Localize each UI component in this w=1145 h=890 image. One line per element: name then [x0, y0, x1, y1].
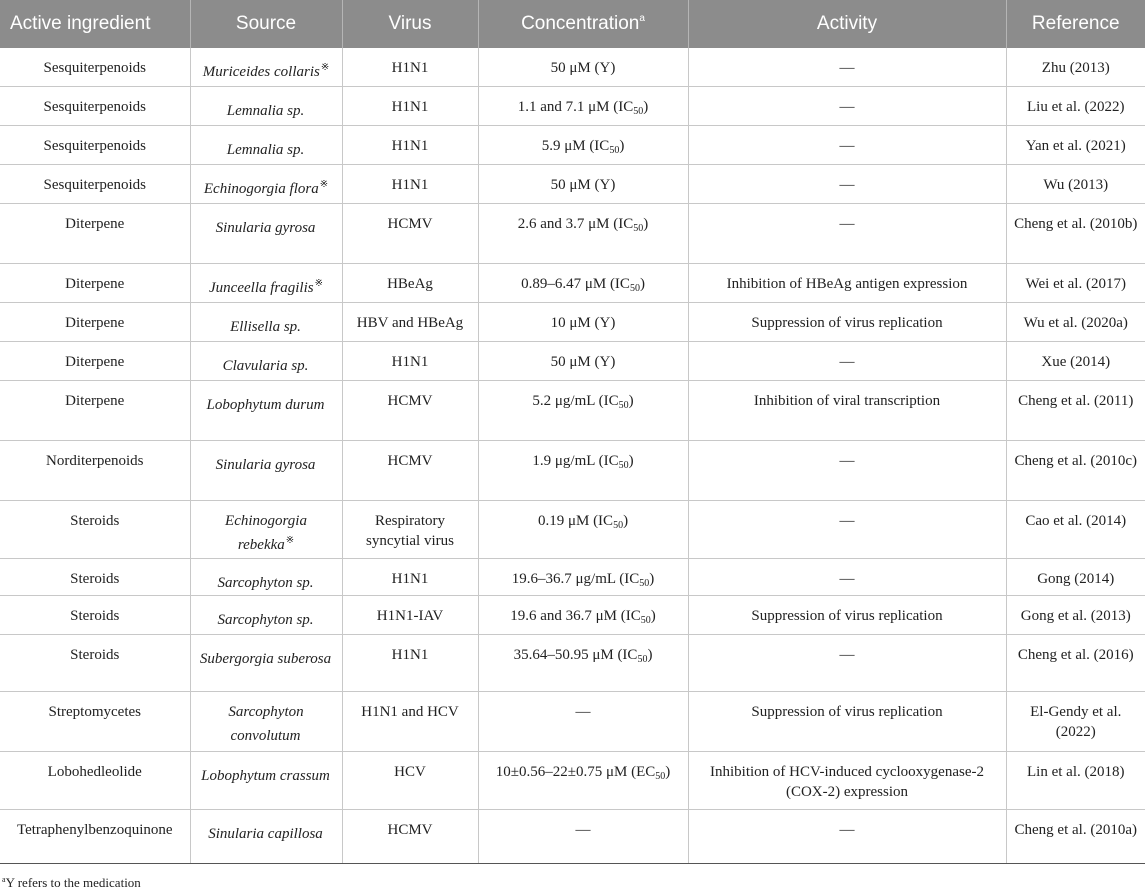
source-name: Clavularia sp. — [222, 358, 309, 374]
concentration-subscript: 50 — [629, 283, 640, 294]
cell-concentration — [478, 810, 688, 864]
cell-virus: H1N1 — [342, 165, 478, 204]
cell-source — [190, 596, 342, 635]
cell-activity: Suppression of virus replication — [688, 303, 1006, 342]
cell-virus: H1N1 and HCV — [342, 692, 478, 752]
source-name: Lemnalia sp. — [226, 103, 305, 119]
source-name: Sarcophyton sp. — [217, 575, 314, 591]
cell-activity: Suppression of virus replication — [688, 692, 1006, 752]
concentration-subscript: 50 — [639, 578, 650, 589]
source-marker: ※ — [285, 535, 295, 546]
table-row — [0, 381, 1145, 441]
cell-activity: — — [688, 87, 1006, 126]
concentration-subscript: 50 — [633, 106, 644, 117]
source-name: Sinularia capillosa — [208, 826, 323, 842]
concentration-subscript: 50 — [655, 771, 666, 782]
concentration-value: 1.9 μg/mL (IC — [532, 453, 619, 469]
cell-reference: Liu et al. (2022) — [1006, 87, 1145, 126]
table-row — [0, 48, 1145, 87]
table-row — [0, 264, 1145, 303]
cell-concentration — [478, 752, 688, 810]
header-active-ingredient: Active ingredient — [0, 0, 190, 48]
table-row — [0, 126, 1145, 165]
cell-reference: Gong et al. (2013) — [1006, 596, 1145, 635]
cell-virus: H1N1 — [342, 559, 478, 596]
concentration-value: 19.6 and 36.7 μM (IC — [510, 608, 641, 624]
source-name: Sinularia gyrosa — [215, 457, 316, 473]
cell-ingredient: Diterpene — [0, 264, 190, 303]
concentration-subscript: 50 — [633, 223, 644, 234]
cell-reference: Cheng et al. (2011) — [1006, 381, 1145, 441]
table-row — [0, 342, 1145, 381]
header-source: Source — [190, 0, 342, 48]
concentration-tail: ) — [628, 453, 634, 469]
concentration-value: 0.89–6.47 μM (IC — [521, 276, 630, 292]
cell-reference: Cheng et al. (2010a) — [1006, 810, 1145, 864]
cell-source — [190, 342, 342, 381]
cell-virus: H1N1 — [342, 87, 478, 126]
header-concentration-label: Concentration — [521, 13, 640, 34]
concentration-value: 50 μM (Y) — [550, 60, 616, 76]
cell-ingredient: Diterpene — [0, 303, 190, 342]
cell-activity: — — [688, 441, 1006, 501]
cell-concentration — [478, 635, 688, 692]
cell-reference: Wei et al. (2017) — [1006, 264, 1145, 303]
concentration-tail: ) — [649, 571, 655, 587]
cell-source — [190, 48, 342, 87]
header-reference: Reference — [1006, 0, 1145, 48]
footnote-marker: a — [2, 875, 6, 884]
cell-ingredient: Sesquiterpenoids — [0, 48, 190, 87]
header-virus: Virus — [342, 0, 478, 48]
cell-source — [190, 692, 342, 752]
cell-ingredient: Steroids — [0, 596, 190, 635]
table-row — [0, 810, 1145, 864]
cell-source — [190, 810, 342, 864]
cell-concentration — [478, 381, 688, 441]
source-name: Sarcophyton convolutum — [228, 704, 304, 744]
cell-ingredient: Steroids — [0, 635, 190, 692]
cell-activity: — — [688, 635, 1006, 692]
cell-activity: — — [688, 165, 1006, 204]
concentration-value: 35.64–50.95 μM (IC — [513, 647, 638, 663]
cell-source — [190, 126, 342, 165]
cell-activity: — — [688, 501, 1006, 559]
cell-concentration — [478, 596, 688, 635]
cell-concentration — [478, 126, 688, 165]
cell-virus: HCMV — [342, 204, 478, 264]
concentration-tail: ) — [628, 393, 634, 409]
concentration-value: 5.2 μg/mL (IC — [532, 393, 619, 409]
table-row — [0, 501, 1145, 559]
header-concentration-footnote-marker: a — [639, 13, 645, 24]
source-name: Sinularia gyrosa — [215, 220, 316, 236]
concentration-subscript: 50 — [637, 654, 648, 665]
cell-reference: Cheng et al. (2010c) — [1006, 441, 1145, 501]
source-name: Lobophytum crassum — [201, 768, 330, 784]
cell-reference: Cheng et al. (2010b) — [1006, 204, 1145, 264]
footnote-text: Y refers to the medication — [5, 875, 141, 890]
source-name: Subergorgia suberosa — [199, 651, 332, 667]
table-footnote — [2, 872, 141, 890]
concentration-value: 10±0.56–22±0.75 μM (EC — [495, 764, 656, 780]
cell-ingredient: Diterpene — [0, 381, 190, 441]
cell-activity: — — [688, 559, 1006, 596]
header-concentration — [478, 0, 688, 48]
concentration-value: 5.9 μM (IC — [541, 138, 610, 154]
concentration-value: — — [575, 822, 591, 838]
header-activity: Activity — [688, 0, 1006, 48]
cell-ingredient: Steroids — [0, 559, 190, 596]
cell-virus: H1N1 — [342, 48, 478, 87]
table-row — [0, 596, 1145, 635]
cell-virus: HCV — [342, 752, 478, 810]
concentration-value: 10 μM (Y) — [550, 315, 616, 331]
cell-source — [190, 501, 342, 559]
source-name: Muriceides collaris — [202, 64, 320, 80]
cell-concentration — [478, 204, 688, 264]
table-row — [0, 559, 1145, 596]
cell-reference: Wu (2013) — [1006, 165, 1145, 204]
cell-ingredient: Diterpene — [0, 342, 190, 381]
cell-activity: Inhibition of HBeAg antigen expression — [688, 264, 1006, 303]
cell-virus: HCMV — [342, 810, 478, 864]
source-name: Lemnalia sp. — [226, 142, 305, 158]
cell-reference: Lin et al. (2018) — [1006, 752, 1145, 810]
cell-ingredient: Streptomycetes — [0, 692, 190, 752]
table-row — [0, 204, 1145, 264]
source-name: Ellisella sp. — [230, 319, 301, 335]
cell-source — [190, 204, 342, 264]
cell-concentration — [478, 48, 688, 87]
cell-virus: H1N1 — [342, 342, 478, 381]
table-row — [0, 165, 1145, 204]
table-row — [0, 752, 1145, 810]
concentration-subscript: 50 — [609, 145, 620, 156]
cell-virus: HCMV — [342, 441, 478, 501]
table-row — [0, 635, 1145, 692]
source-name: Sarcophyton sp. — [217, 612, 314, 628]
cell-ingredient: Sesquiterpenoids — [0, 126, 190, 165]
concentration-tail: ) — [647, 647, 653, 663]
concentration-value: 50 μM (Y) — [550, 354, 616, 370]
concentration-tail: ) — [623, 513, 629, 529]
cell-concentration — [478, 165, 688, 204]
cell-concentration — [478, 342, 688, 381]
cell-ingredient: Lobohedleolide — [0, 752, 190, 810]
concentration-subscript: 50 — [618, 460, 629, 471]
cell-virus: H1N1 — [342, 126, 478, 165]
cell-activity: Suppression of virus replication — [688, 596, 1006, 635]
concentration-subscript: 50 — [613, 520, 624, 531]
concentration-tail: ) — [639, 276, 645, 292]
cell-virus: HCMV — [342, 381, 478, 441]
table-row — [0, 692, 1145, 752]
cell-ingredient: Norditerpenoids — [0, 441, 190, 501]
cell-activity: — — [688, 126, 1006, 165]
cell-activity: Inhibition of HCV-induced cyclooxygenase-2 (COX-2) expression — [688, 752, 1006, 810]
source-name: Echinogorgia flora — [203, 181, 319, 197]
source-name: Junceella fragilis — [209, 280, 314, 296]
cell-source — [190, 559, 342, 596]
cell-source — [190, 635, 342, 692]
source-marker: ※ — [320, 62, 330, 73]
source-marker: ※ — [319, 179, 329, 190]
cell-ingredient: Sesquiterpenoids — [0, 165, 190, 204]
source-name: Echinogorgia rebekka — [225, 513, 307, 553]
cell-source — [190, 381, 342, 441]
cell-concentration — [478, 441, 688, 501]
cell-virus: H1N1 — [342, 635, 478, 692]
cell-concentration — [478, 501, 688, 559]
cell-concentration — [478, 692, 688, 752]
cell-concentration — [478, 264, 688, 303]
concentration-tail: ) — [643, 99, 649, 115]
concentration-value: 1.1 and 7.1 μM (IC — [517, 99, 634, 115]
concentration-subscript: 50 — [640, 615, 651, 626]
cell-ingredient: Tetraphenylbenzoquinone — [0, 810, 190, 864]
cell-concentration — [478, 559, 688, 596]
cell-concentration — [478, 87, 688, 126]
cell-activity: — — [688, 204, 1006, 264]
cell-source — [190, 303, 342, 342]
cell-reference: Cheng et al. (2016) — [1006, 635, 1145, 692]
concentration-subscript: 50 — [618, 400, 629, 411]
concentration-value: 50 μM (Y) — [550, 177, 616, 193]
cell-source — [190, 752, 342, 810]
concentration-tail: ) — [643, 216, 649, 232]
table-row — [0, 441, 1145, 501]
cell-ingredient: Sesquiterpenoids — [0, 87, 190, 126]
cell-reference: Wu et al. (2020a) — [1006, 303, 1145, 342]
cell-concentration — [478, 303, 688, 342]
cell-virus: Respiratory syncytial virus — [342, 501, 478, 559]
cell-source — [190, 165, 342, 204]
cell-activity: — — [688, 810, 1006, 864]
cell-reference: Gong (2014) — [1006, 559, 1145, 596]
cell-activity: — — [688, 48, 1006, 87]
cell-source — [190, 441, 342, 501]
source-name: Lobophytum durum — [206, 397, 325, 413]
cell-ingredient: Steroids — [0, 501, 190, 559]
table-row — [0, 303, 1145, 342]
cell-source — [190, 87, 342, 126]
concentration-value: 19.6–36.7 μg/mL (IC — [511, 571, 640, 587]
cell-reference: Xue (2014) — [1006, 342, 1145, 381]
concentration-tail: ) — [619, 138, 625, 154]
concentration-value: — — [575, 704, 591, 720]
cell-virus: H1N1-IAV — [342, 596, 478, 635]
cell-virus: HBV and HBeAg — [342, 303, 478, 342]
cell-ingredient: Diterpene — [0, 204, 190, 264]
cell-reference: El-Gendy et al. (2022) — [1006, 692, 1145, 752]
concentration-value: 0.19 μM (IC — [537, 513, 614, 529]
cell-source — [190, 264, 342, 303]
concentration-tail: ) — [665, 764, 671, 780]
table-header-row — [0, 0, 1145, 48]
cell-reference: Yan et al. (2021) — [1006, 126, 1145, 165]
source-marker: ※ — [314, 278, 323, 289]
cell-activity: Inhibition of viral transcription — [688, 381, 1006, 441]
cell-reference: Cao et al. (2014) — [1006, 501, 1145, 559]
cell-virus: HBeAg — [342, 264, 478, 303]
concentration-value: 2.6 and 3.7 μM (IC — [517, 216, 634, 232]
concentration-tail: ) — [650, 608, 656, 624]
cell-reference: Zhu (2013) — [1006, 48, 1145, 87]
cell-activity: — — [688, 342, 1006, 381]
table-row — [0, 87, 1145, 126]
